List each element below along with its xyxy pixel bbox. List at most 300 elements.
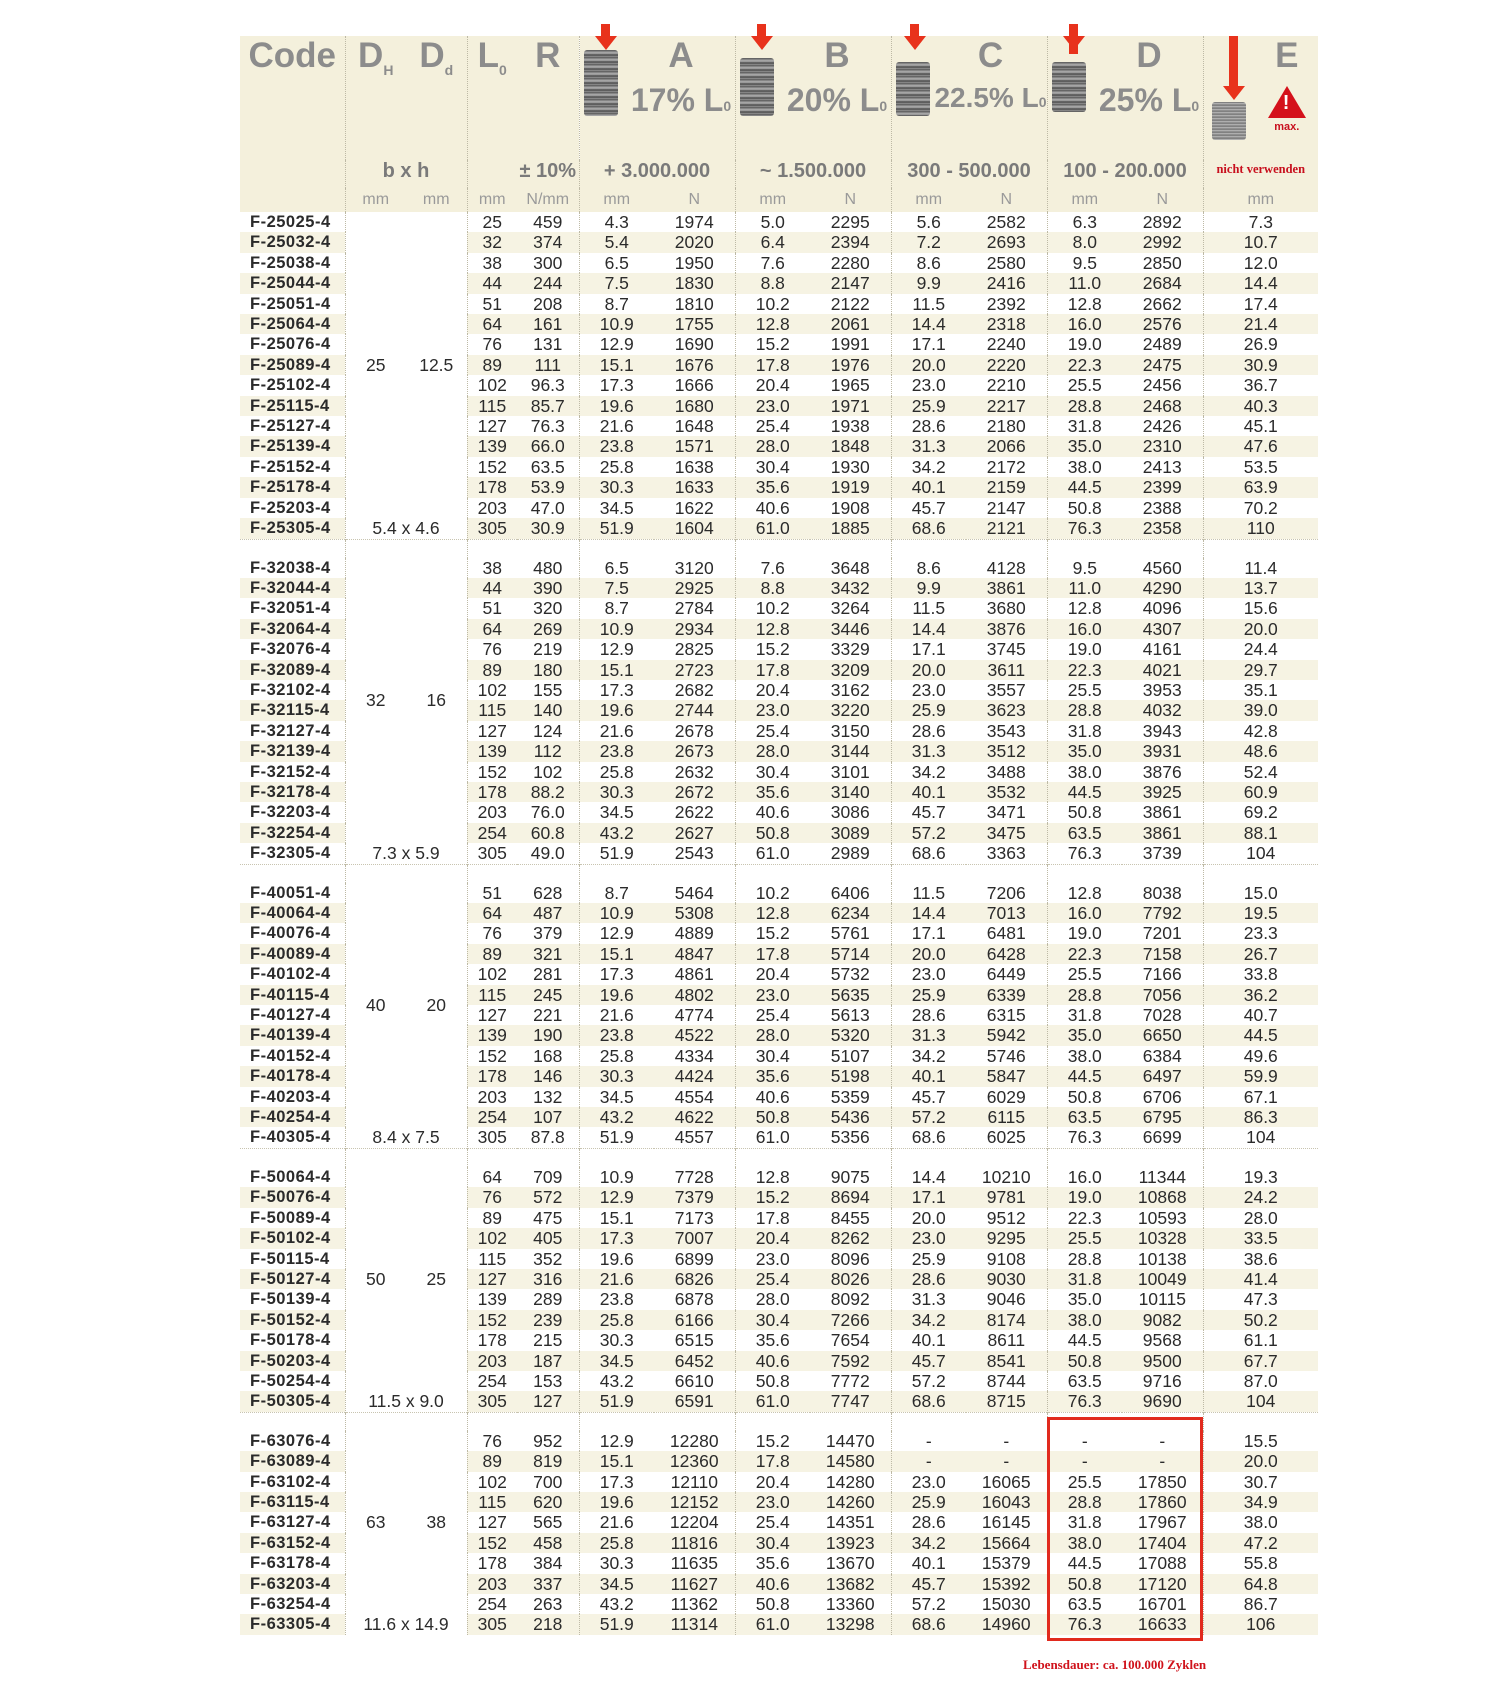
a-force: 2825 [654,639,735,659]
b-force: 2122 [810,294,891,314]
d-force: 6384 [1122,1046,1203,1066]
b-force: 6234 [810,903,891,923]
r-value: 49.0 [517,843,579,864]
b-travel: 61.0 [735,518,810,539]
lo-value: 38 [482,252,502,273]
d-force: 2850 [1122,253,1203,273]
c-force: 15379 [966,1553,1047,1573]
d-force: 8038 [1122,883,1203,903]
spring-code: F-40127-4 [240,1005,345,1025]
e-travel: 104 [1246,843,1276,864]
a-travel: 19.6 [579,1492,654,1512]
d-force: 17120 [1122,1574,1203,1594]
lo-value: 44 [467,578,517,598]
d-travel: 31.8 [1067,720,1102,741]
dh-header: $D_H$ [345,36,406,160]
c-travel: 45.7 [911,497,946,518]
c-travel: 25.9 [891,985,966,1005]
a-travel: 12.9 [599,334,634,355]
e-travel: 15.0 [1243,882,1278,903]
d-travel: 16.0 [1047,314,1122,334]
e-travel: 88.1 [1203,823,1318,843]
c-travel: 9.9 [891,273,966,293]
lo-value: 203 [467,1574,517,1594]
b-travel: 20.4 [755,679,790,700]
r-value: 112 [517,741,579,761]
d-travel: 63.5 [1067,1370,1102,1391]
unit-cell: mm [579,188,654,212]
spring-code: F-50064-4 [240,1167,345,1187]
d-force: 3861 [1122,823,1203,843]
a-travel: 15.1 [579,660,654,680]
c-travel: 68.6 [891,518,966,539]
lo-value: 64 [482,1166,502,1187]
lo-value: 51 [482,293,502,314]
spring-code: F-40139-4 [240,1025,345,1045]
a-force: 11362 [654,1594,735,1614]
c-force: 10210 [966,1167,1047,1187]
b-force: 3446 [810,619,891,639]
d-force: 2456 [1122,375,1203,395]
r-value: 107 [517,1107,579,1127]
spring-code: F-50254-4 [240,1371,345,1391]
c-travel: 14.4 [891,619,966,639]
b-travel: 15.2 [755,639,790,660]
c-force: 9781 [966,1187,1047,1207]
dh-value: 50 [345,1167,406,1391]
lo-value: 89 [467,1451,517,1471]
a-force: 2627 [654,823,735,843]
r-value: 390 [517,578,579,598]
spring-code: F-25152-4 [240,457,345,477]
a-travel: 25.8 [599,761,634,782]
b-force: 7772 [810,1371,891,1391]
d-travel: 8.0 [1047,232,1122,252]
e-travel: 48.6 [1203,741,1318,761]
d-travel: 35.0 [1047,741,1122,761]
spring-code: F-25203-4 [240,498,345,518]
table-row [240,1127,1318,1148]
c-travel: 17.1 [911,923,946,944]
a-travel: 15.1 [579,355,654,375]
d-force: 17967 [1122,1512,1203,1532]
lo-value: 102 [477,375,507,396]
b-force: 1991 [810,334,891,354]
lo-value: 254 [477,1370,507,1391]
a-travel: 4.3 [604,212,629,232]
a-force: 7728 [654,1167,735,1187]
e-travel: 47.2 [1203,1533,1318,1553]
e-travel: 14.4 [1203,273,1318,293]
c-travel: 28.6 [911,416,946,437]
r-value: 352 [517,1249,579,1269]
spring-icon [740,36,784,116]
c-force: 2180 [966,416,1047,436]
a-travel: 30.3 [579,782,654,802]
d-force: 2413 [1122,457,1203,477]
dd-value: 16 [406,558,467,844]
d-travel: 25.5 [1067,1471,1102,1492]
b-travel: 40.6 [755,802,790,823]
d-travel: 44.5 [1047,782,1122,802]
d-travel: 31.8 [1067,416,1102,437]
c-force: 2693 [966,232,1047,252]
c-travel: 20.0 [891,944,966,964]
d-force: 2426 [1122,416,1203,436]
b-force: 5732 [810,964,891,984]
unit-cell: mm [1047,188,1122,212]
b-travel: 6.4 [735,232,810,252]
d-travel: - [1047,1451,1122,1471]
c-force: - [966,1451,1047,1471]
lifetime-highlight-box [1047,1417,1203,1641]
lo-value: 89 [467,660,517,680]
spring-code: F-63089-4 [240,1451,345,1471]
b-force: 1908 [810,498,891,518]
c-force: 2392 [966,294,1047,314]
a-travel: 17.3 [599,1471,634,1492]
a-force: 2925 [654,578,735,598]
c-force: 6339 [966,985,1047,1005]
b-travel: 15.2 [755,1430,790,1451]
spring-code: F-63152-4 [240,1533,345,1553]
d-travel: 38.0 [1067,761,1102,782]
b-force: 1848 [810,436,891,456]
d-force: 10115 [1122,1289,1203,1309]
a-force: 11627 [654,1574,735,1594]
d-force: 17088 [1122,1553,1203,1573]
d-force: 3861 [1122,802,1203,822]
spring-code: F-50305-4 [240,1391,345,1412]
c-force: 2147 [966,498,1047,518]
a-travel: 21.6 [599,720,634,741]
c-force: 15664 [966,1533,1047,1553]
r-value: 700 [517,1472,579,1492]
e-travel: 55.8 [1243,1553,1278,1574]
d-travel: 28.8 [1047,985,1122,1005]
a-travel: 34.5 [579,1351,654,1371]
spring-code: F-40152-4 [240,1046,345,1066]
d-travel: 12.8 [1067,293,1102,314]
b-force: 14580 [810,1451,891,1471]
a-force: 2672 [654,782,735,802]
r-value: 127 [517,1391,579,1412]
lo-value: 254 [467,1107,517,1127]
lo-value: 139 [467,436,517,456]
e-travel: 24.2 [1203,1187,1318,1207]
r-value: 819 [517,1451,579,1471]
spring-code: F-40102-4 [240,964,345,984]
a-travel: 7.5 [579,578,654,598]
d-travel: 38.0 [1067,456,1102,477]
a-force: 11635 [654,1553,735,1573]
spring-code: F-63254-4 [240,1594,345,1614]
c-force: 2582 [966,212,1047,232]
r-value: 379 [517,923,579,943]
c-travel: 40.1 [891,477,966,497]
e-travel: 41.4 [1203,1269,1318,1289]
e-travel: 64.8 [1203,1574,1318,1594]
dh-value: 40 [345,883,406,1128]
d-travel: 19.0 [1067,334,1102,355]
r-value: 180 [517,660,579,680]
a-force: 4774 [654,1005,735,1025]
b-force: 3432 [810,578,891,598]
c-travel: 20.0 [891,355,966,375]
b-travel: 61.0 [735,1391,810,1412]
d-force: 7056 [1122,985,1203,1005]
r-value: 475 [517,1208,579,1228]
spring-code: F-32152-4 [240,762,345,782]
c-travel: 23.0 [911,1471,946,1492]
c-force: 9046 [966,1289,1047,1309]
b-force: 5320 [810,1025,891,1045]
a-travel: 12.9 [579,1187,654,1207]
lo-value: 139 [467,1025,517,1045]
table-row [240,843,1318,864]
e-travel: 49.6 [1243,1045,1278,1066]
a-force: 12360 [654,1451,735,1471]
b-travel: 28.0 [755,1289,790,1310]
d-force: 10328 [1122,1228,1203,1248]
b-force: 7747 [810,1391,891,1412]
spring-code: F-32051-4 [240,598,345,618]
c-force: 9030 [966,1269,1047,1289]
d-travel: 38.0 [1047,1533,1122,1553]
c-force: 2318 [966,314,1047,334]
a-travel: 19.6 [579,985,654,1005]
d-force: 2388 [1122,498,1203,518]
c-force: 16065 [966,1472,1047,1492]
c-force: 2172 [966,457,1047,477]
e-travel: 36.7 [1243,375,1278,396]
b-force: 7266 [810,1310,891,1330]
e-travel: 110 [1203,518,1318,539]
spring-code: F-63127-4 [240,1512,345,1532]
d-force: 16701 [1122,1594,1203,1614]
b-force: 13923 [810,1533,891,1553]
b-travel: 40.6 [755,1086,790,1107]
d-travel: 50.8 [1047,1351,1122,1371]
b-travel: 28.0 [735,1025,810,1045]
a-travel: 6.5 [604,252,629,273]
lo-value: 152 [477,456,507,477]
spring-code: F-25305-4 [240,518,345,539]
a-travel: 17.3 [599,964,634,985]
d-force: 6497 [1122,1066,1203,1086]
a-force: 2632 [654,762,735,782]
e-travel: 29.7 [1203,660,1318,680]
lo-value: 115 [467,700,517,720]
c-force: 8715 [966,1391,1047,1412]
lo-value: 139 [477,1289,507,1310]
b-travel: 23.0 [735,700,810,720]
r-value: 320 [517,598,579,618]
spring-code: F-25076-4 [240,334,345,354]
r-value: 146 [517,1066,579,1086]
lo-value: 102 [477,964,507,985]
lo-value: 178 [467,1066,517,1086]
r-value: 952 [517,1431,579,1451]
a-travel: 30.3 [579,477,654,497]
lo-value: 254 [477,1594,507,1614]
a-force: 2673 [654,741,735,761]
c-force: 8174 [966,1310,1047,1330]
a-force: 5464 [654,883,735,903]
d-force: 2892 [1122,212,1203,232]
b-travel: 30.4 [755,456,790,477]
d-force: 4096 [1122,598,1203,618]
d-force: 9500 [1122,1351,1203,1371]
d-travel: 9.5 [1072,252,1097,273]
e-travel: 87.0 [1243,1370,1278,1391]
b-travel: 7.6 [760,557,785,578]
r-value: 218 [517,1614,579,1634]
r-value: 215 [517,1330,579,1350]
spring-code: F-50115-4 [240,1249,345,1269]
d-travel: 22.3 [1047,944,1122,964]
b-travel: 35.6 [755,1330,790,1351]
d-force: 4161 [1122,639,1203,659]
c-force: 5942 [966,1025,1047,1045]
c-travel: 34.2 [891,1533,966,1553]
b-force: 5436 [810,1107,891,1127]
e-travel: 38.6 [1243,1248,1278,1269]
e-travel: 17.4 [1243,293,1278,314]
lo-value: 203 [477,1086,507,1107]
a-force: 7379 [654,1187,735,1207]
d-force: 10049 [1122,1269,1203,1289]
r-value: 140 [517,700,579,720]
c-travel: 45.7 [911,1086,946,1107]
c-travel: 25.9 [891,1492,966,1512]
b-travel: 10.2 [755,293,790,314]
spring-code: F-40115-4 [240,985,345,1005]
lo-value: 127 [467,1269,517,1289]
lo-value: 64 [467,903,517,923]
d-travel: 76.3 [1067,843,1102,864]
b-force: 7654 [810,1330,891,1350]
a-force: 4554 [654,1087,735,1107]
c-travel: 40.1 [891,1066,966,1086]
unit-cell: mm [891,188,966,212]
b-force: 1965 [810,375,891,395]
e-travel: 86.3 [1203,1107,1318,1127]
d-force: 3925 [1122,782,1203,802]
table-row [240,883,1318,903]
code-header: Code [240,36,345,160]
a-force: 12152 [654,1492,735,1512]
c-travel: 11.5 [912,882,946,903]
b-force: 9075 [810,1167,891,1187]
spring-code: F-32102-4 [240,680,345,700]
c-travel: - [925,1430,932,1451]
b-force: 5198 [810,1066,891,1086]
spring-code: F-32254-4 [240,823,345,843]
d-travel: 44.5 [1067,1553,1102,1574]
b-force: 3220 [810,700,891,720]
group-divider [240,539,1318,558]
a-force: 6610 [654,1371,735,1391]
e-travel: 26.7 [1203,944,1318,964]
e-travel: 33.5 [1203,1228,1318,1248]
b-travel: 20.4 [755,1471,790,1492]
lo-value: 178 [467,782,517,802]
b-force: 13360 [810,1594,891,1614]
c-force: 6315 [966,1005,1047,1025]
d-travel: 63.5 [1047,1107,1122,1127]
c-travel: 23.0 [911,964,946,985]
b-travel: 28.0 [735,741,810,761]
a-force: 4861 [654,964,735,984]
a-force: 6166 [654,1310,735,1330]
d-force: 4290 [1122,578,1203,598]
e-travel: 104 [1203,1391,1318,1412]
d-force: 6699 [1122,1127,1203,1148]
lo-value: 305 [477,843,507,864]
b-travel: 25.4 [755,1005,790,1026]
lo-value: 139 [467,741,517,761]
d-travel: 25.5 [1047,1228,1122,1248]
a-travel: 43.2 [599,1594,634,1614]
group-divider [240,864,1318,883]
spring-code: F-25102-4 [240,375,345,395]
c-force: 2066 [966,436,1047,456]
b-force: 3101 [810,762,891,782]
c-travel: 8.6 [916,252,941,273]
b-force: 3089 [810,823,891,843]
bxh-value: 8.4 x 7.5 [345,1127,467,1148]
lo-value: 152 [477,761,507,782]
group-divider [240,1148,1318,1167]
b-force: 8455 [810,1208,891,1228]
c-force: 8744 [966,1371,1047,1391]
r-value: 63.5 [517,457,579,477]
b-force: 3264 [810,598,891,618]
r-value: 88.2 [517,782,579,802]
d-travel: 31.8 [1047,1269,1122,1289]
c-travel: 68.6 [891,1614,966,1634]
e-travel: 15.5 [1243,1430,1278,1451]
d-travel: 11.0 [1047,273,1122,293]
a-force: 4424 [654,1066,735,1086]
unit-cell: N [966,188,1047,212]
a-travel: 10.9 [579,619,654,639]
b-force: 5635 [810,985,891,1005]
d-travel: 28.8 [1067,1248,1102,1269]
lo-value: 115 [467,396,517,416]
d-force: 2662 [1122,294,1203,314]
b-force: 8262 [810,1228,891,1248]
c-force: 16043 [966,1492,1047,1512]
r-value: 53.9 [517,477,579,497]
e-travel: 15.6 [1243,598,1278,619]
spring-code: F-50152-4 [240,1310,345,1330]
lo-value: 44 [467,273,517,293]
b-force: 5356 [810,1127,891,1148]
e-travel: 20.0 [1203,619,1318,639]
a-force: 4522 [654,1025,735,1045]
c-travel: 8.6 [916,557,941,578]
b-force: 3086 [810,802,891,822]
a-travel: 5.4 [579,232,654,252]
a-force: 4622 [654,1107,735,1127]
c-travel: 14.4 [911,1166,946,1187]
lo-value: 127 [477,1512,507,1533]
table-row [240,1167,1318,1187]
c-force: 2240 [966,334,1047,354]
d-travel: 28.8 [1047,1492,1122,1512]
